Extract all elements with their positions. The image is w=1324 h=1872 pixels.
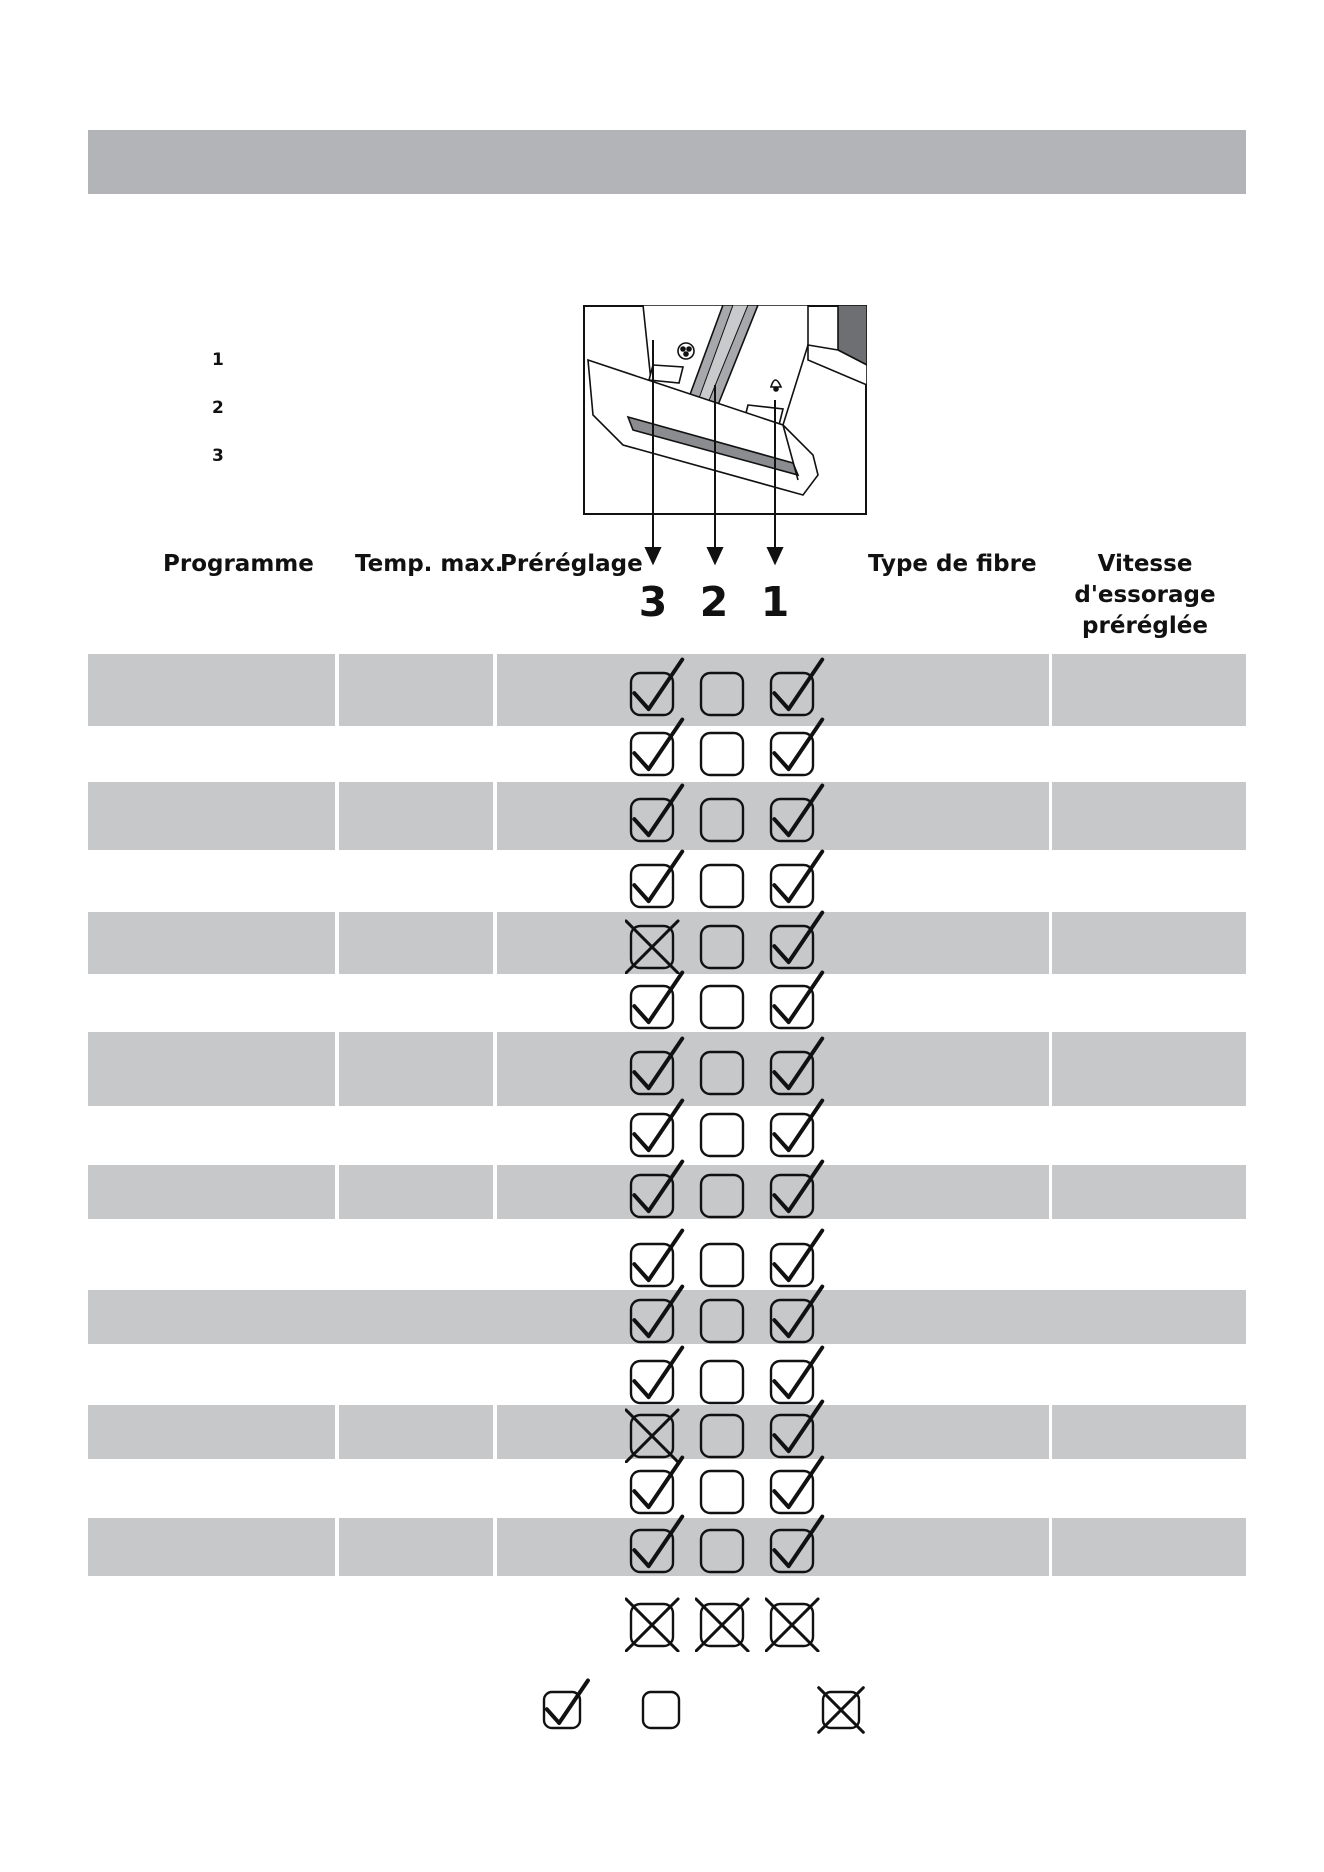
row-band: [1052, 1405, 1246, 1459]
compartment-2-empty-icon: [695, 910, 759, 978]
compartment-2-empty-icon: [695, 1159, 759, 1227]
compartment-3-check-icon: [625, 1455, 689, 1523]
compartment-1-check-icon: [765, 970, 829, 1038]
row-band: [88, 782, 335, 850]
legend-item-3: 3: [212, 446, 224, 466]
column-header-vitesse-line-2: d'essorage: [1074, 582, 1216, 608]
compartment-1-check-icon: [765, 1455, 829, 1523]
compartment-3-check-icon: [625, 970, 689, 1038]
row-band: [339, 912, 493, 974]
compartment-3-check-icon: [625, 657, 689, 725]
compartment-1-check-icon: [765, 1284, 829, 1352]
compartment-1-check-icon: [765, 717, 829, 785]
column-header-temp-max: Temp. max.: [355, 551, 504, 577]
compartment-number-3: 3: [638, 578, 668, 626]
compartment-2-empty-icon: [695, 1036, 759, 1104]
compartment-1-check-icon: [765, 1514, 829, 1582]
row-band: [1052, 912, 1246, 974]
row-band: [1052, 1518, 1246, 1576]
compartment-2-empty-icon: [695, 1514, 759, 1582]
compartment-1-check-icon: [765, 657, 829, 725]
compartment-1-check-icon: [765, 1159, 829, 1227]
row-band: [339, 1032, 493, 1106]
row-band: [339, 1518, 493, 1576]
column-header-type-de-fibre: Type de fibre: [868, 551, 1037, 577]
key-check-icon: [538, 1676, 596, 1738]
compartment-3-check-icon: [625, 1159, 689, 1227]
compartment-number-2: 2: [699, 578, 729, 626]
legend-item-2: 2: [212, 398, 224, 418]
row-band: [88, 1165, 335, 1219]
compartment-3-check-icon: [625, 1098, 689, 1166]
compartment-3-cross-icon: [625, 910, 689, 978]
compartment-1-cross-icon: [765, 1588, 829, 1656]
column-header-programme: Programme: [163, 551, 314, 577]
compartment-2-empty-icon: [695, 1284, 759, 1352]
key-cross-icon: [817, 1676, 875, 1738]
compartment-1-check-icon: [765, 783, 829, 851]
row-band: [88, 912, 335, 974]
row-band: [88, 1032, 335, 1106]
compartment-3-cross-icon: [625, 1588, 689, 1656]
compartment-2-empty-icon: [695, 970, 759, 1038]
row-band: [339, 1405, 493, 1459]
compartment-number-1: 1: [760, 578, 790, 626]
row-band: [339, 654, 493, 726]
compartment-2-empty-icon: [695, 1455, 759, 1523]
compartment-2-empty-icon: [695, 657, 759, 725]
row-band: [1052, 1165, 1246, 1219]
compartment-2-empty-icon: [695, 783, 759, 851]
compartment-1-check-icon: [765, 849, 829, 917]
compartment-3-check-icon: [625, 1036, 689, 1104]
row-band: [339, 782, 493, 850]
column-header-prereglage: Préréglage: [500, 551, 643, 577]
compartment-2-cross-icon: [695, 1588, 759, 1656]
row-band: [1052, 1032, 1246, 1106]
compartment-1-check-icon: [765, 1036, 829, 1104]
row-band: [88, 654, 335, 726]
row-band: [339, 1165, 493, 1219]
row-band: [1052, 782, 1246, 850]
key-empty-icon: [637, 1676, 695, 1738]
compartment-3-check-icon: [625, 717, 689, 785]
row-band: [88, 1518, 335, 1576]
compartment-2-empty-icon: [695, 1098, 759, 1166]
compartment-3-check-icon: [625, 1284, 689, 1352]
row-band: [1052, 654, 1246, 726]
legend-item-1: 1: [212, 350, 224, 370]
compartment-3-check-icon: [625, 783, 689, 851]
column-header-vitesse-line-3: préréglée: [1082, 613, 1208, 639]
compartment-3-check-icon: [625, 849, 689, 917]
compartment-2-empty-icon: [695, 849, 759, 917]
row-band: [88, 1405, 335, 1459]
compartment-1-check-icon: [765, 910, 829, 978]
column-header-vitesse-line-1: Vitesse: [1097, 551, 1193, 577]
compartment-3-check-icon: [625, 1514, 689, 1582]
compartment-2-empty-icon: [695, 717, 759, 785]
compartment-1-check-icon: [765, 1098, 829, 1166]
